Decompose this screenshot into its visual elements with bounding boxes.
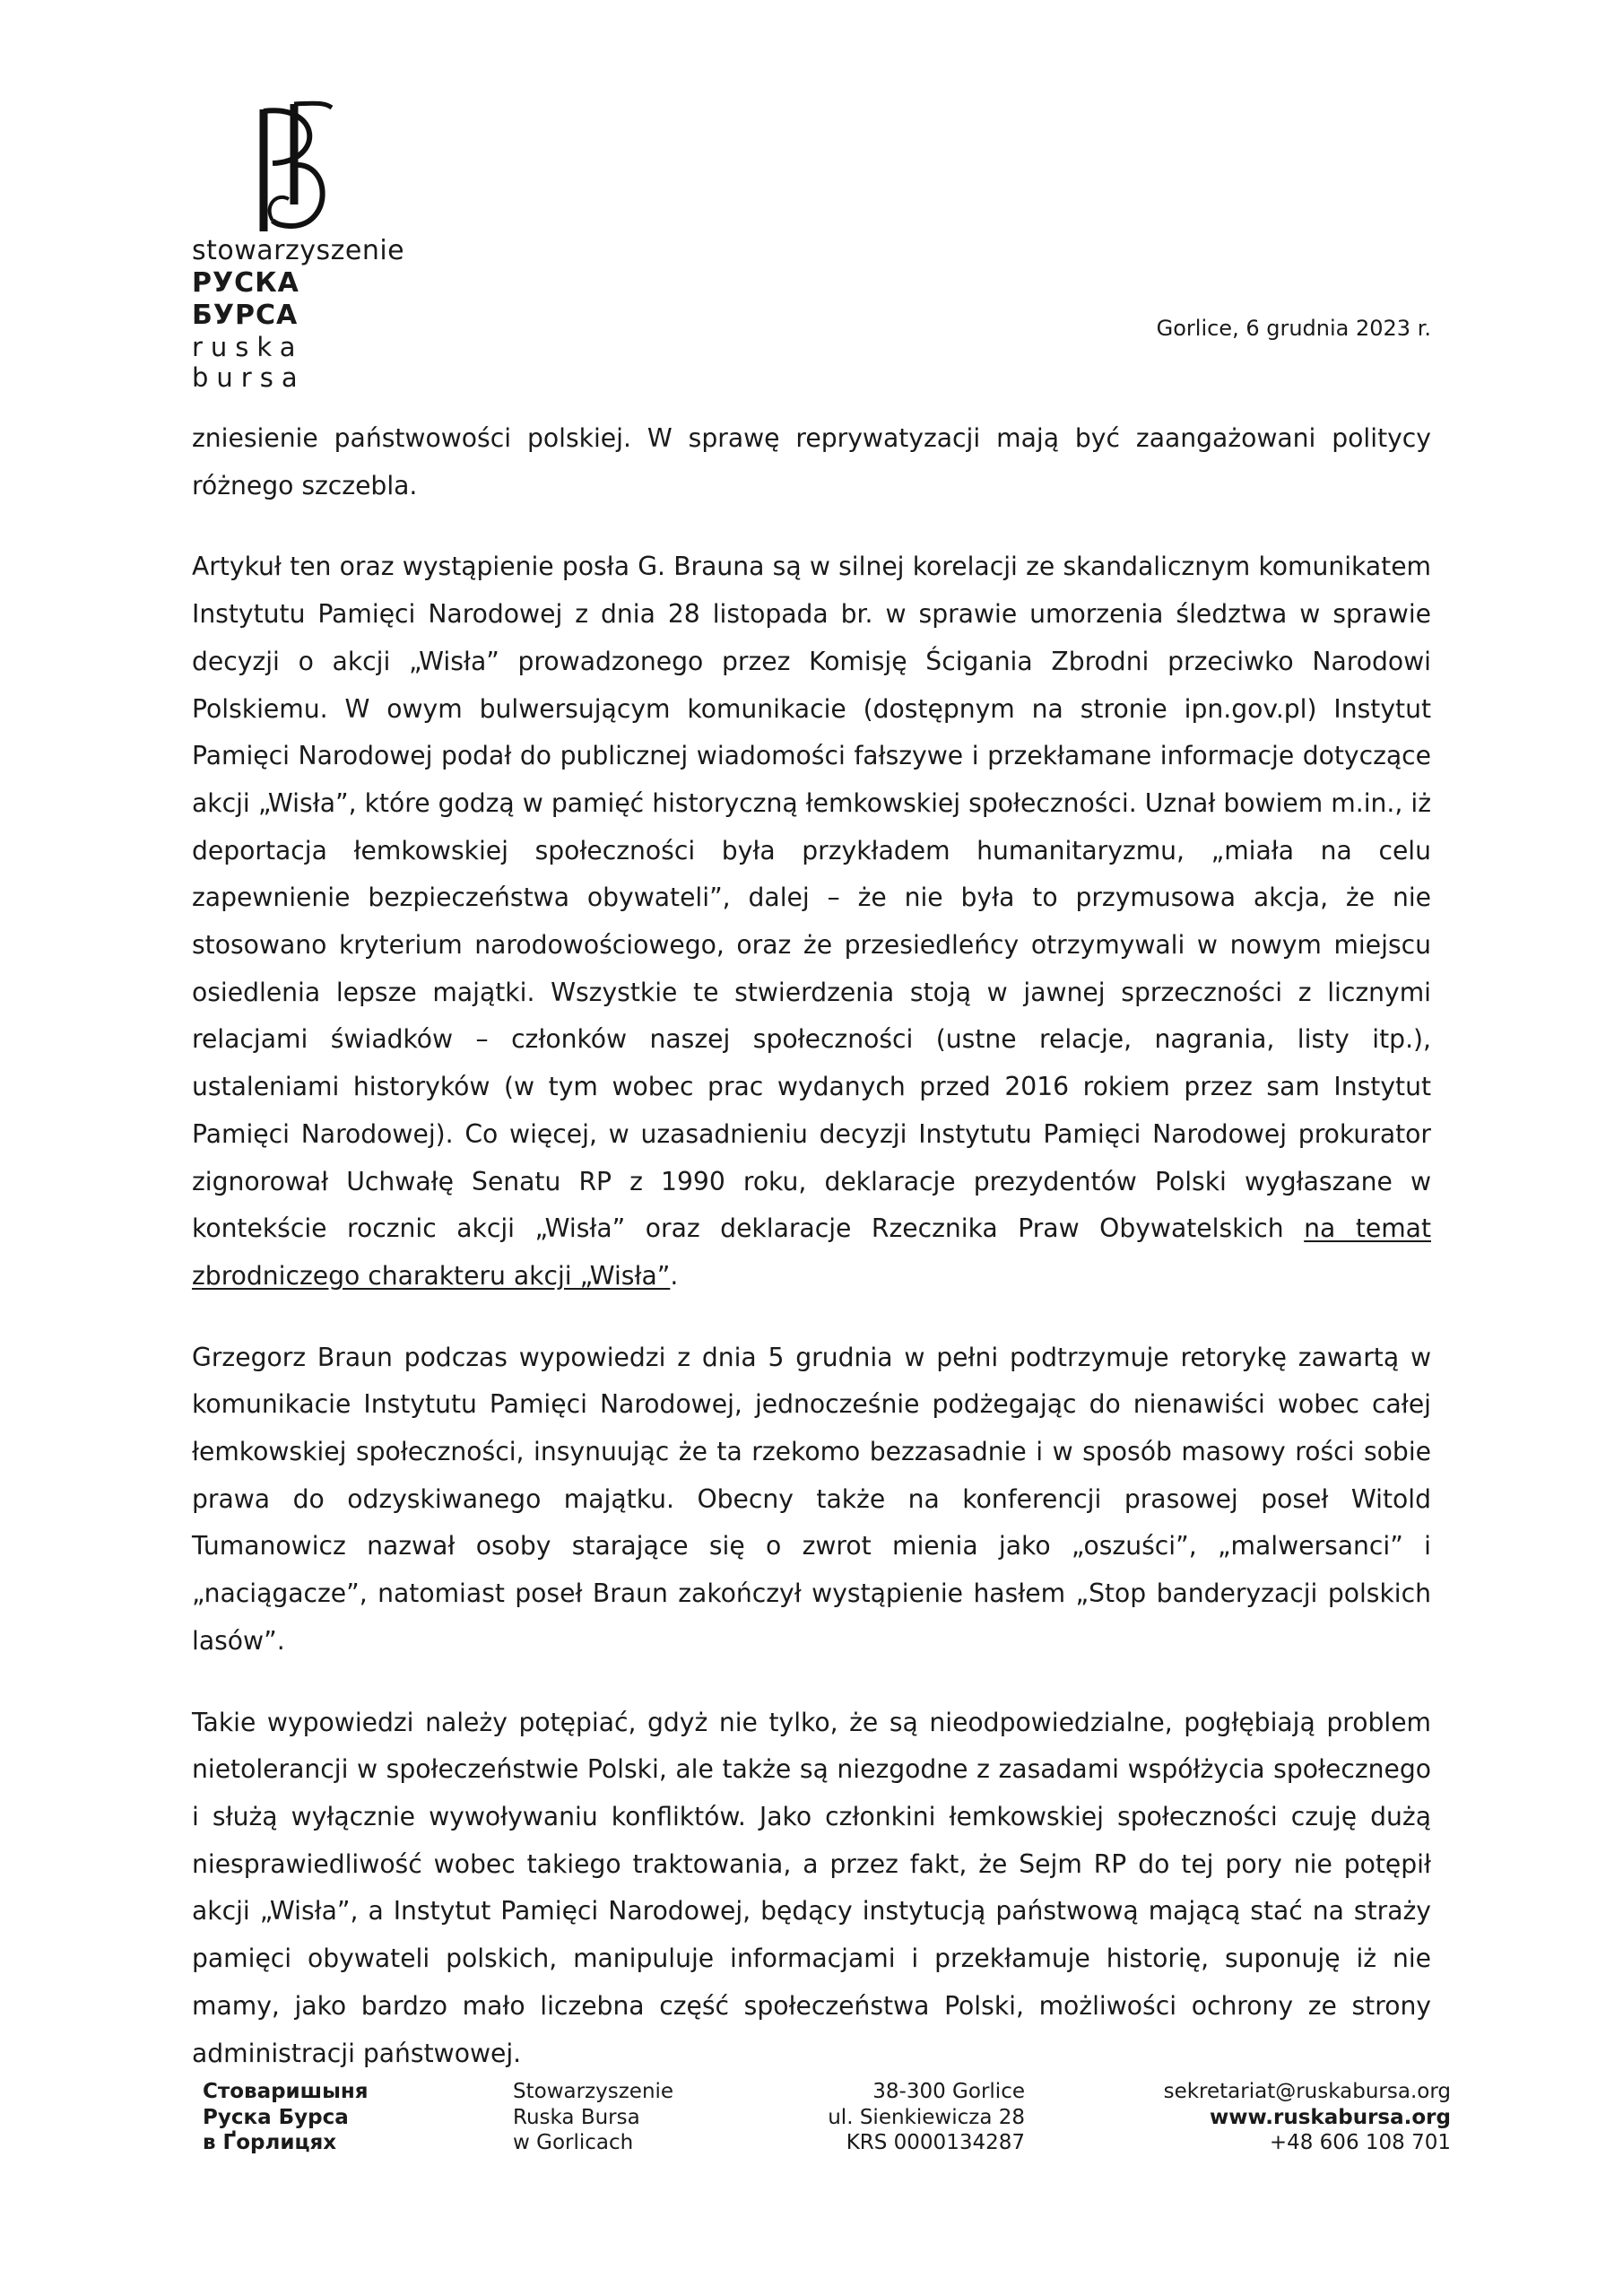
letter-body <box>192 415 1431 2111</box>
paragraph-3: Grzegorz Braun podczas wypowiedzi z dnia 5 grudnia w pełni podtrzymuje retorykę zawartą w komunikacie Instytutu Pamięci Narodowej, jednocześnie podżegając do nienawiści wobec całej łemkowskiej społeczności, insynuując że ta rzekomo bezzasadnie i w sposób masowy rości sobie prawa do odzyskiwanego majątku. Obecny także na konferencji prasowej poseł Witold Tumanowicz nazwał osoby starające się o zwrot mienia jako „oszuści”, „malwersanci” i „naciągacze”, natomiast poseł Braun zakończył wystąpienie hasłem „Stop banderyzacji polskich lasów”. <box>192 1342 1431 1656</box>
paragraph-2-end: . <box>670 1260 679 1291</box>
footer-phone: +48 606 108 701 <box>1269 2131 1451 2154</box>
footer-cyrillic-name <box>203 2079 369 2156</box>
paragraph-1: zniesienie państwowości polskiej. W sprawę reprywatyzacji mają być zaangażowani politycy różnego szczebla. <box>192 423 1431 500</box>
paragraph-2-underlined-link[interactable]: na temat zbrodniczego charakteru akcji „Wisła” <box>192 1213 1431 1291</box>
paragraph-2 <box>192 544 1431 1300</box>
footer-website-link[interactable]: www.ruskabursa.org <box>1210 2105 1451 2129</box>
footer-polish-name <box>513 2079 673 2156</box>
letter-date: Gorlice, 6 grudnia 2023 r. <box>1156 316 1431 341</box>
footer-line: Стоваришыня <box>203 2080 369 2103</box>
footer-contact <box>1164 2079 1451 2156</box>
paragraph-4: Takie wypowiedzi należy potępiać, gdyż nie tylko, że są nieodpowiedzialne, pogłębiają problem nietolerancji w społeczeństwie Polski, ale także są niezgodne z zasadami współżycia społecznego i służą wyłącznie wywoływaniu konfliktów. Jako członkini łemkowskiej społeczności czuję dużą niesprawiedliwość wobec takiego traktowania, a przez fakt, że Sejm RP do tej pory nie potępił akcji „Wisła”, a Instytut Pamięci Narodowej, będący instytucją państwową mającą stać na straży pamięci obywateli polskich, manipuluje informacjami i przekłamuje historię, suponuję iż nie mamy, jako bardzo mało liczebna część społeczeństwa Polski, możliwości ochrony ze strony administracji państwowej. <box>192 1707 1431 2068</box>
footer-line: Stowarzyszenie <box>513 2080 674 2103</box>
footer-line: w Gorlicach <box>513 2131 634 2154</box>
organization-logo <box>192 99 407 393</box>
rb-monogram-icon <box>237 99 335 233</box>
footer-line: в Ґорлицях <box>203 2131 337 2154</box>
footer-line: KRS 0000134287 <box>846 2131 1025 2154</box>
footer-email-link[interactable]: sekretariat@ruskabursa.org <box>1163 2080 1451 2103</box>
footer-line: Руска Бурса <box>203 2105 349 2129</box>
footer-line: ul. Sienkiewicza 28 <box>828 2105 1025 2129</box>
logo-text-stowarzyszenie: stowarzyszenie <box>192 235 405 266</box>
footer-address <box>828 2079 1025 2156</box>
footer-line: 38-300 Gorlice <box>872 2080 1025 2103</box>
paragraph-2-text: Artykuł ten oraz wystąpienie posła G. Brauna są w silnej korelacji ze skandalicznym komunikatem Instytutu Pamięci Narodowej z dnia 28 listopada br. w sprawie umorzenia śledztwa w sprawie decyzji o akcji „Wisła” prowadzonego przez Komisję Ścigania Zbrodni przeciwko Narodowi Polskiemu. W owym bulwersującym komunikacie (dostępnym na stronie ipn.gov.pl) Instytut Pamięci Narodowej podał do publicznej wiadomości fałszywe i przekłamane informacje dotyczące akcji „Wisła”, które godzą w pamięć historyczną łemkowskiej społeczności. Uznał bowiem m.in., iż deportacja łemkowskiej społeczności była przykładem humanitaryzmu, „miała na celu zapewnienie bezpieczeństwa obywateli”, dalej – że nie była to przymusowa akcja, że nie stosowano kryterium narodowościowego, oraz że przesiedleńcy otrzymywali w nowym miejscu osiedlenia lepsze majątki. Wszystkie te stwierdzenia stoją w jawnej sprzeczności z licznymi relacjami świadków – członków naszej społeczności (ustne relacje, nagrania, listy itp.), ustaleniami historyków (w tym wobec prac wydanych przed 2016 rokiem przez sam Instytut Pamięci Narodowej). Co więcej, w uzasadnieniu decyzji Instytutu Pamięci Narodowej prokurator zignorował Uchwałę Senatu RP z 1990 roku, deklaracje prezydentów Polski wygłaszane w kontekście rocznic akcji „Wisła” oraz deklaracje Rzecznika Praw Obywatelskich <box>192 552 1431 1244</box>
logo-text-latin: ruska bursa <box>192 332 306 393</box>
footer-line: Ruska Bursa <box>513 2105 640 2129</box>
logo-text-cyrillic: РУСКА БУРСА <box>192 267 299 331</box>
